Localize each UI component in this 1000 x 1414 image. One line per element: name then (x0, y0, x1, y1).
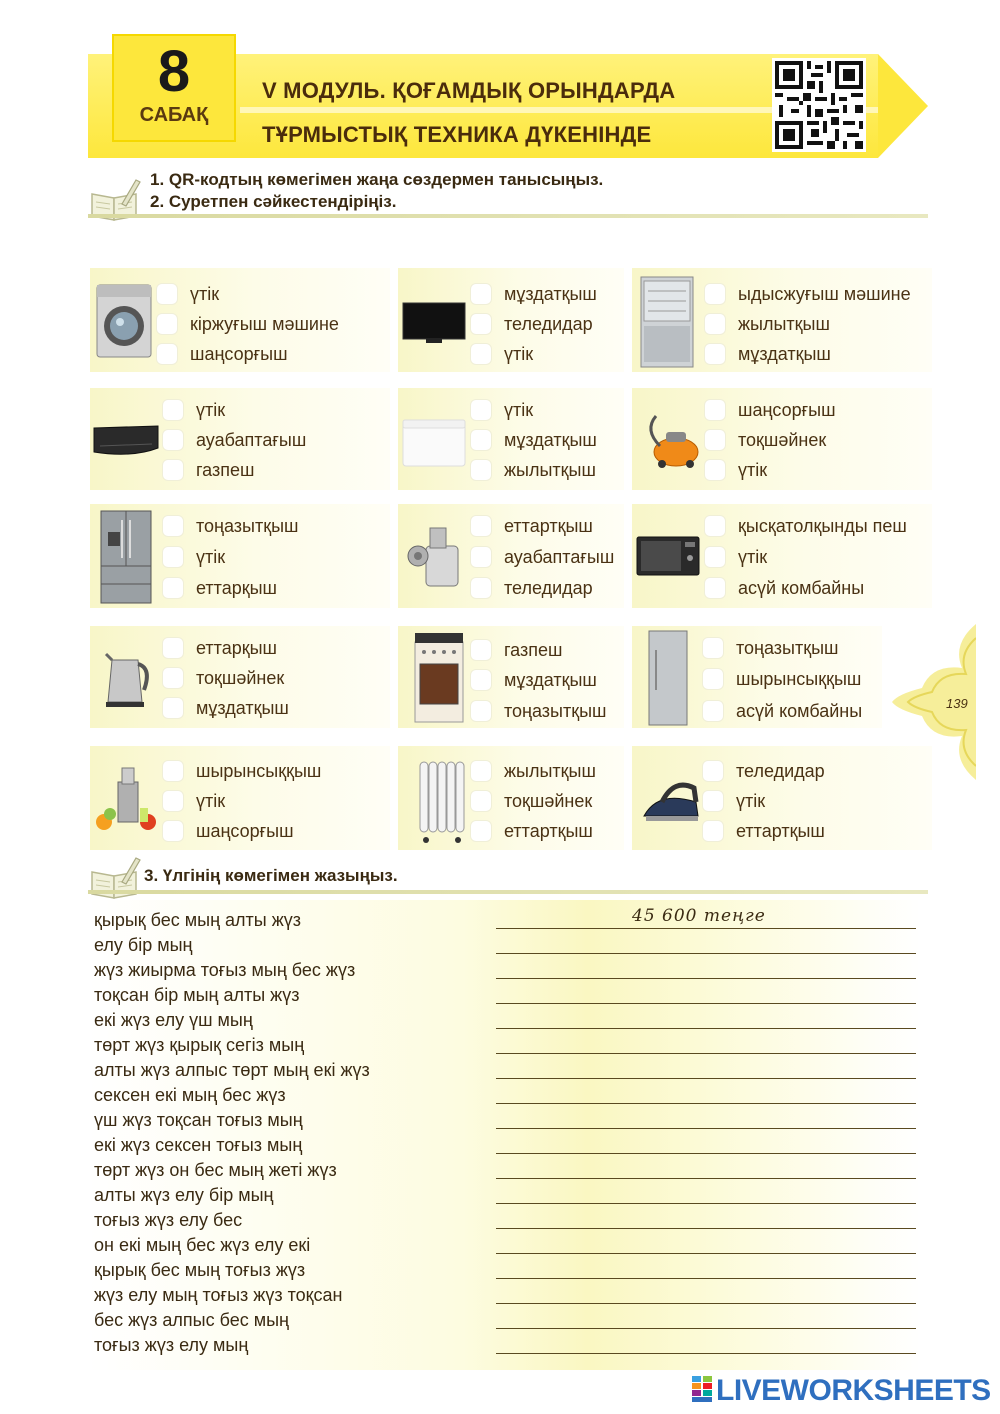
number-phrase: жүз жиырма тоғыз мың бес жүз (94, 960, 356, 980)
chest-freezer-icon (402, 418, 466, 468)
number-phrase: төрт жүз қырық сегіз мың (94, 1035, 305, 1055)
checkbox[interactable] (156, 343, 178, 365)
answer-option[interactable]: шаңсорғыш (156, 342, 288, 366)
number-phrase: елу бір мың (94, 935, 193, 955)
checkbox[interactable] (162, 459, 184, 481)
answer-line[interactable] (496, 1003, 916, 1004)
answer-option[interactable]: шаңсорғыш (162, 819, 294, 843)
checkbox[interactable] (470, 343, 492, 365)
checkbox[interactable] (704, 283, 726, 305)
answer-option[interactable]: жылытқыш (470, 458, 596, 482)
number-phrase: тоқсан бір мың алты жүз (94, 985, 300, 1005)
answer-line[interactable] (496, 1353, 916, 1354)
answer-option[interactable]: үтік (470, 342, 533, 366)
tall-fridge-icon (648, 630, 688, 726)
refrigerator-icon (100, 510, 152, 604)
answer-option[interactable]: үтік (156, 282, 219, 306)
checkbox[interactable] (470, 515, 492, 537)
answer-line[interactable] (496, 1178, 916, 1179)
answer-option[interactable]: еттартқыш (470, 819, 593, 843)
answer-option[interactable]: асүй комбайны (702, 699, 862, 723)
checkbox[interactable] (156, 313, 178, 335)
lesson-badge (112, 34, 236, 142)
answer-line[interactable] (496, 1078, 916, 1079)
liveworksheets-logo-icon (692, 1376, 712, 1402)
answer-option[interactable]: үтік (470, 398, 533, 422)
answer-option[interactable]: мұздатқыш (162, 696, 289, 720)
answer-option[interactable]: тоқшәйнек (704, 428, 826, 452)
page-number: 139 (946, 696, 968, 711)
number-phrase: екі жүз елу үш мың (94, 1010, 253, 1030)
task-2-instruction: 2. Суретпен сәйкестендіріңіз. (150, 192, 397, 211)
number-phrase: жүз елу мың тоғыз жүз тоқсан (94, 1285, 343, 1305)
number-phrase: бес жүз алпыс бес мың (94, 1310, 289, 1330)
checkbox[interactable] (470, 283, 492, 305)
answer-option[interactable]: мұздатқыш (704, 342, 831, 366)
checkbox[interactable] (162, 429, 184, 451)
checkbox[interactable] (704, 577, 726, 599)
vacuum-cleaner-icon (636, 410, 702, 470)
checkbox[interactable] (162, 760, 184, 782)
answer-option[interactable]: шырынсыққыш (162, 759, 321, 783)
checkbox[interactable] (702, 760, 724, 782)
appliance-card (398, 504, 624, 608)
checkbox[interactable] (704, 313, 726, 335)
answer-option[interactable]: ауабаптағыш (470, 545, 614, 569)
answer-line[interactable] (496, 1128, 916, 1129)
answer-option[interactable]: еттартқыш (470, 514, 593, 538)
microwave-icon (636, 536, 700, 576)
checkbox[interactable] (162, 399, 184, 421)
appliance-card (632, 626, 882, 728)
checkbox[interactable] (470, 577, 492, 599)
checkbox[interactable] (156, 283, 178, 305)
sample-answer: 45 600 теңге (632, 906, 766, 926)
answer-option[interactable]: үтік (162, 398, 225, 422)
television-icon (402, 302, 466, 344)
number-phrase: тоғыз жүз елу мың (94, 1335, 249, 1355)
answer-option[interactable]: үтік (704, 458, 767, 482)
answer-option[interactable]: үтік (704, 545, 767, 569)
answer-line[interactable] (496, 1278, 916, 1279)
number-phrase: қырық бес мың тоғыз жүз (94, 1260, 306, 1280)
answer-option[interactable]: еттартқыш (702, 819, 825, 843)
checkbox[interactable] (470, 546, 492, 568)
appliance-card (632, 504, 932, 608)
answer-option[interactable]: ыдысжуғыш мәшине (704, 282, 911, 306)
answer-line[interactable] (496, 1303, 916, 1304)
answer-option[interactable]: тоңазытқыш (470, 699, 607, 723)
answer-option[interactable]: тоңазытқыш (162, 514, 299, 538)
checkbox[interactable] (704, 399, 726, 421)
number-phrase: қырық бес мың алты жүз (94, 910, 301, 930)
checkbox[interactable] (470, 639, 492, 661)
number-phrase: алты жүз елу бір мың (94, 1185, 274, 1205)
checkbox[interactable] (702, 820, 724, 842)
number-phrase: тоғыз жүз елу бес (94, 1210, 243, 1230)
lesson-title: ТҰРМЫСТЫҚ ТЕХНИКА ДҮКЕНІНДЕ (262, 122, 652, 147)
answer-option[interactable]: газпеш (162, 458, 254, 482)
answer-option[interactable]: теледидар (470, 576, 593, 600)
checkbox[interactable] (162, 637, 184, 659)
answer-option[interactable]: газпеш (470, 638, 562, 662)
appliance-card (398, 388, 624, 490)
module-title: V МОДУЛЬ. ҚОҒАМДЫҚ ОРЫНДАРДА (262, 78, 676, 103)
answer-option[interactable]: үтік (162, 545, 225, 569)
checkbox[interactable] (704, 343, 726, 365)
checkbox[interactable] (704, 429, 726, 451)
washing-machine-icon (96, 284, 152, 358)
answer-option[interactable]: тоқшәйнек (162, 666, 284, 690)
checkbox[interactable] (162, 546, 184, 568)
electric-kettle-icon (104, 646, 152, 708)
checkbox[interactable] (470, 399, 492, 421)
answer-line[interactable] (496, 1053, 916, 1054)
checkbox[interactable] (162, 577, 184, 599)
checkbox[interactable] (470, 790, 492, 812)
answer-option[interactable]: кіржуғыш мәшине (156, 312, 339, 336)
checkbox[interactable] (702, 668, 724, 690)
gas-stove-icon (414, 632, 464, 724)
appliance-card (90, 626, 390, 728)
answer-line[interactable] (496, 1153, 916, 1154)
checkbox[interactable] (704, 459, 726, 481)
checkbox[interactable] (162, 790, 184, 812)
checkbox[interactable] (470, 669, 492, 691)
checkbox[interactable] (470, 760, 492, 782)
checkbox[interactable] (470, 429, 492, 451)
checkbox[interactable] (162, 820, 184, 842)
answer-line[interactable] (496, 1203, 916, 1204)
answer-line[interactable] (496, 1228, 916, 1229)
number-phrase: үш жүз тоқсан тоғыз мың (94, 1110, 303, 1130)
section-divider (88, 890, 928, 894)
appliance-card (398, 746, 624, 850)
appliance-card (632, 268, 932, 372)
appliance-card (632, 746, 932, 850)
qr-code[interactable] (772, 58, 866, 152)
number-phrase: он екі мың бес жүз елу екі (94, 1235, 311, 1255)
answer-line[interactable] (496, 953, 916, 954)
answer-option[interactable]: асүй комбайны (704, 576, 864, 600)
answer-line[interactable] (496, 1328, 916, 1329)
appliance-card (90, 388, 390, 490)
answer-option[interactable]: теледидар (470, 312, 593, 336)
appliance-card (90, 746, 390, 850)
number-phrase: алты жүз алпыс төрт мың екі жүз (94, 1060, 370, 1080)
section-divider (88, 214, 928, 218)
air-conditioner-icon (92, 424, 160, 460)
banner-arrow (878, 54, 928, 158)
answer-line[interactable] (496, 1103, 916, 1104)
answer-option[interactable]: тоңазытқыш (702, 636, 839, 660)
juicer-icon (94, 764, 160, 834)
lesson-label: САБАҚ (139, 104, 209, 126)
appliance-card (90, 268, 390, 372)
answer-option[interactable]: жылытқыш (470, 759, 596, 783)
answer-option[interactable]: шырынсыққыш (702, 667, 861, 691)
checkbox[interactable] (470, 459, 492, 481)
iron-icon (640, 772, 702, 824)
oil-heater-icon (418, 756, 466, 844)
number-phrase: сексен екі мың бес жүз (94, 1085, 286, 1105)
appliance-card (90, 504, 390, 608)
checkbox[interactable] (470, 700, 492, 722)
answer-line[interactable] (496, 1253, 916, 1254)
number-phrase: төрт жүз он бес мың жеті жүз (94, 1160, 337, 1180)
checkbox[interactable] (704, 515, 726, 537)
answer-line[interactable] (496, 1028, 916, 1029)
answer-option[interactable]: мұздатқыш (470, 668, 597, 692)
answer-option[interactable]: мұздатқыш (470, 428, 597, 452)
answer-option[interactable]: үтік (162, 789, 225, 813)
answer-option[interactable]: үтік (702, 789, 765, 813)
task-1-instruction: 1. QR-кодтың көмегімен жаңа сөздермен танысыңыз. (150, 170, 604, 189)
appliance-card (398, 268, 624, 372)
answer-option[interactable]: қысқатолқынды пеш (704, 514, 907, 538)
answer-option[interactable]: мұздатқыш (470, 282, 597, 306)
checkbox[interactable] (162, 697, 184, 719)
checkbox[interactable] (162, 515, 184, 537)
answer-option[interactable]: шаңсорғыш (704, 398, 836, 422)
task-3-instruction: 3. Үлгінің көмегімен жазыңыз. (144, 866, 398, 885)
book-pencil-icon (90, 854, 142, 902)
lesson-number: 8 (157, 39, 191, 104)
answer-option[interactable]: теледидар (702, 759, 825, 783)
answer-line[interactable] (496, 978, 916, 979)
answer-option[interactable]: еттарқыш (162, 576, 277, 600)
number-phrase: екі жүз сексен тоғыз мың (94, 1135, 303, 1155)
checkbox[interactable] (704, 546, 726, 568)
checkbox[interactable] (470, 820, 492, 842)
answer-option[interactable]: еттарқыш (162, 636, 277, 660)
appliance-card (632, 388, 932, 490)
checkbox[interactable] (702, 637, 724, 659)
appliance-card (398, 626, 624, 728)
answer-option[interactable]: жылытқыш (704, 312, 830, 336)
answer-option[interactable]: тоқшәйнек (470, 789, 592, 813)
answer-line (496, 928, 916, 929)
liveworksheets-brand[interactable]: LIVEWORKSHEETS (716, 1374, 991, 1407)
checkbox[interactable] (702, 700, 724, 722)
checkbox[interactable] (162, 667, 184, 689)
checkbox[interactable] (702, 790, 724, 812)
answer-option[interactable]: ауабаптағыш (162, 428, 306, 452)
checkbox[interactable] (470, 313, 492, 335)
dishwasher-icon (640, 276, 694, 368)
qr-code-icon (775, 61, 863, 149)
meat-grinder-icon (406, 522, 466, 590)
